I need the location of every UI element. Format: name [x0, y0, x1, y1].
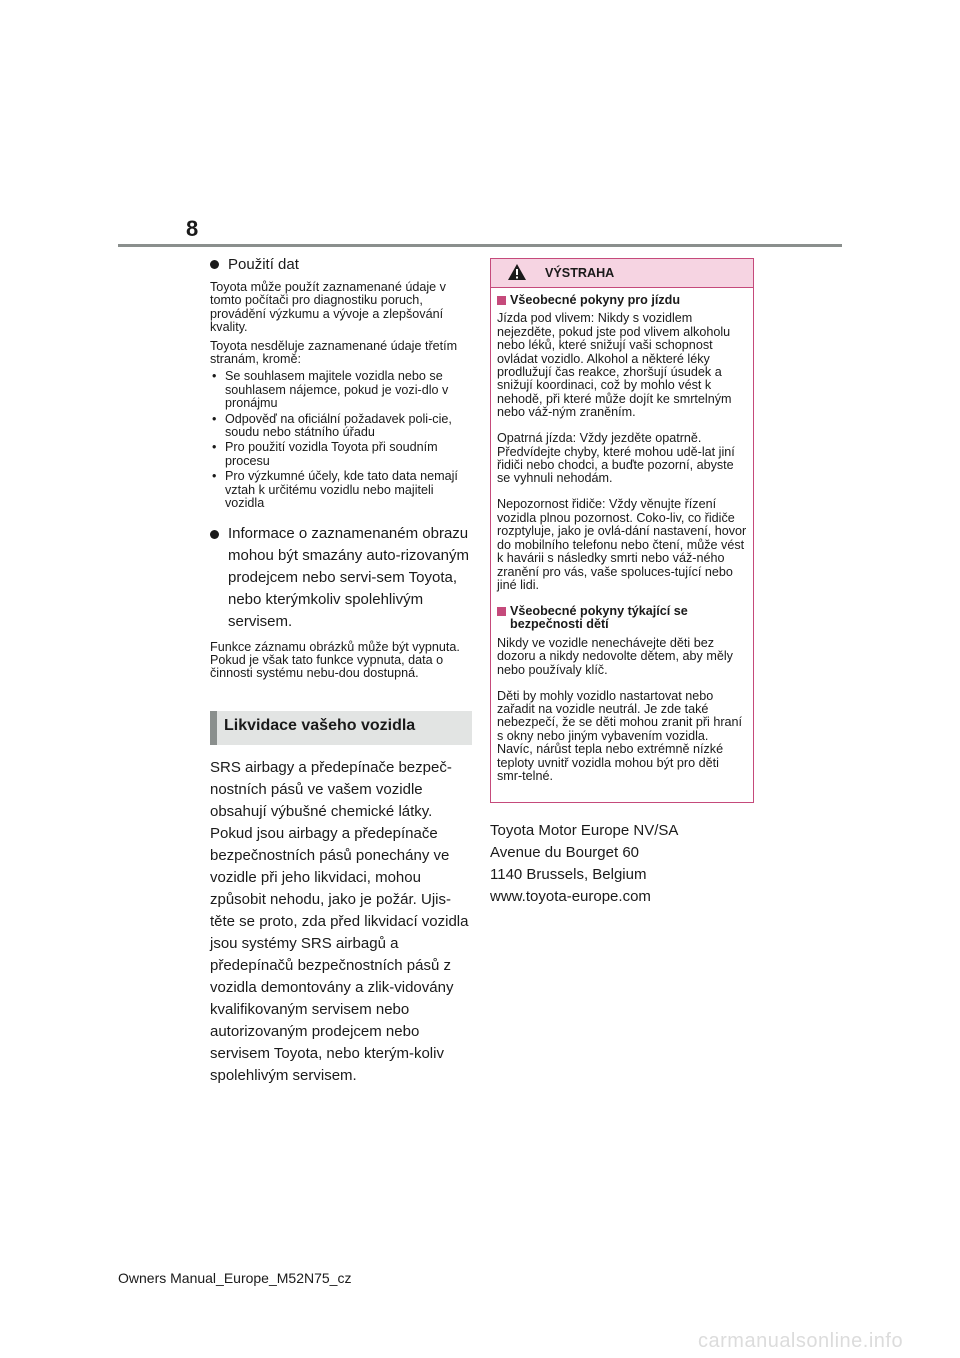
warning-section-driving-title: Všeobecné pokyny pro jízdu	[510, 293, 681, 307]
paragraph-third-parties: Toyota nesděluje zaznamenané údaje třetím stranám, kromě:	[210, 338, 458, 367]
section-heading-text: Likvidace vašeho vozidla	[224, 716, 416, 734]
list-item: • Odpověď na oficiální požadavek poli-cie, soudu nebo státního úřadu	[210, 413, 472, 440]
section-heading-disposal	[210, 711, 472, 745]
warning-title: VÝSTRAHA	[545, 266, 615, 280]
warning-paragraph: Jízda pod vlivem: Nikdy s vozidlem nejezděte, pokud jste pod vlivem alkoholu nebo léků, které snižují vaši schopnost ovládat vozidlo. Alkohol a některé léky prodlužují čas reakce, zhoršují úsudek a snižují koordinaci, což by mohlo vést k nehodě, při které může dojít ke smrtelným nebo váž-ným zraněním.	[497, 311, 732, 420]
bullet-dot-icon	[210, 530, 219, 539]
warning-section-children	[497, 605, 747, 632]
company-address	[490, 820, 752, 908]
warning-paragraph: Nikdy ve vozidle nenechávejte děti bez dozoru a nikdy nedovolte dětem, aby měly nebo používaly klíč.	[497, 635, 733, 677]
warning-triangle-icon	[507, 263, 527, 281]
warning-paragraph: Opatrná jízda: Vždy jezděte opatrně. Předvídejte chyby, které mohou udě-lat jiní řidiči nebo chodci, a buďte pozorní, abyste se vyhnuli nehodám.	[497, 431, 735, 486]
square-bullet-icon	[497, 296, 506, 305]
warning-section-children-title: Všeobecné pokyny týkající se bezpečnosti dětí	[510, 603, 688, 632]
address-line: Toyota Motor Europe NV/SA	[490, 821, 679, 839]
heading-image-info-text: Informace o zaznamenaném obrazu mohou být smazány auto-rizovaným prodejcem nebo servi-sem Toyota, nebo kterýmkoliv spolehlivým servisem.	[228, 524, 469, 630]
list-item: • Se souhlasem majitele vozidla nebo se souhlasem nájemce, pokud je vozi-dlo v pronájmu	[210, 370, 472, 410]
header-rule	[118, 244, 842, 247]
warning-paragraph: Nepozornost řidiče: Vždy věnujte řízení vozidla plnou pozornost. Coko-liv, co řidiče rozptyluje, jako je ovlá-dání nastavení, hovor do mobilního telefonu nebo čtení, může vést k havárii s následky smrti nebo váž-ného zranění pro vás, vaše spoluces-tující nebo jiné lidi.	[497, 497, 747, 592]
warning-paragraph: Děti by mohly vozidlo nastartovat nebo zařadit na vozidle neutrál. Je zde také nebezpečí, že se děti mohou zranit při hraní s okny nebo jiným vybavením vozidla. Navíc, nárůst tepla nebo extrémně nízké teploty uvnitř vozidla mohou být pro děti smr-telné.	[497, 688, 743, 783]
website-text: www.toyota-europe.com	[490, 887, 651, 905]
warning-header	[491, 259, 753, 288]
heading-data-usage	[210, 256, 472, 273]
heading-image-info	[210, 523, 472, 633]
exceptions-list	[210, 370, 472, 510]
page-number: 8	[186, 216, 199, 241]
warning-body	[491, 288, 753, 802]
address-line: 1140 Brussels, Belgium	[490, 865, 647, 883]
square-bullet-icon	[497, 607, 506, 616]
footer-document-id: Owners Manual_Europe_M52N75_cz	[118, 1270, 352, 1286]
paragraph-image-recording: Funkce záznamu obrázků může být vypnuta. Pokud je však tato funkce vypnuta, data o činnosti systému nebu-dou dostupná.	[210, 639, 460, 681]
watermark-text: carmanualsonline.info	[698, 1330, 904, 1352]
warning-section-driving	[497, 294, 747, 307]
bullet-dot-icon	[210, 260, 219, 269]
list-item: • Pro výzkumné účely, kde tato data nemají vztah k určitému vozidlu nebo majiteli vozidla	[210, 470, 472, 510]
left-column	[210, 256, 472, 1102]
paragraph-disposal: SRS airbagy a předepínače bezpeč-nostních pásů ve vašem vozidle obsahují výbušné chemické látky. Pokud jsou airbagy a předepínače bezpečnostních pásů ponechány ve vozidle při jeho likvidaci, mohou způsobit nehodu, jako je požár. Ujis-těte se proto, zda před likvidací vozidla jsou systémy SRS airbagů a předepínačů bezpečnostních pásů z vozidla demontovány a zlik-vidovány kvalifikovaným servisem nebo autorizovaným prodejcem nebo servisem Toyota, nebo kterým-koliv spolehlivým servisem.	[210, 758, 469, 1084]
paragraph-data-usage: Toyota může použít zaznamenané údaje v tomto počítači pro diagnostiku poruch, provádění výzkumu a vývoje a zlepšování kvality.	[210, 280, 446, 335]
list-item: • Pro použití vozidla Toyota při soudním procesu	[210, 441, 472, 468]
address-line: Avenue du Bourget 60	[490, 843, 640, 861]
warning-box	[490, 258, 754, 803]
heading-data-usage-text: Použití dat	[228, 256, 299, 273]
right-column	[490, 258, 752, 908]
